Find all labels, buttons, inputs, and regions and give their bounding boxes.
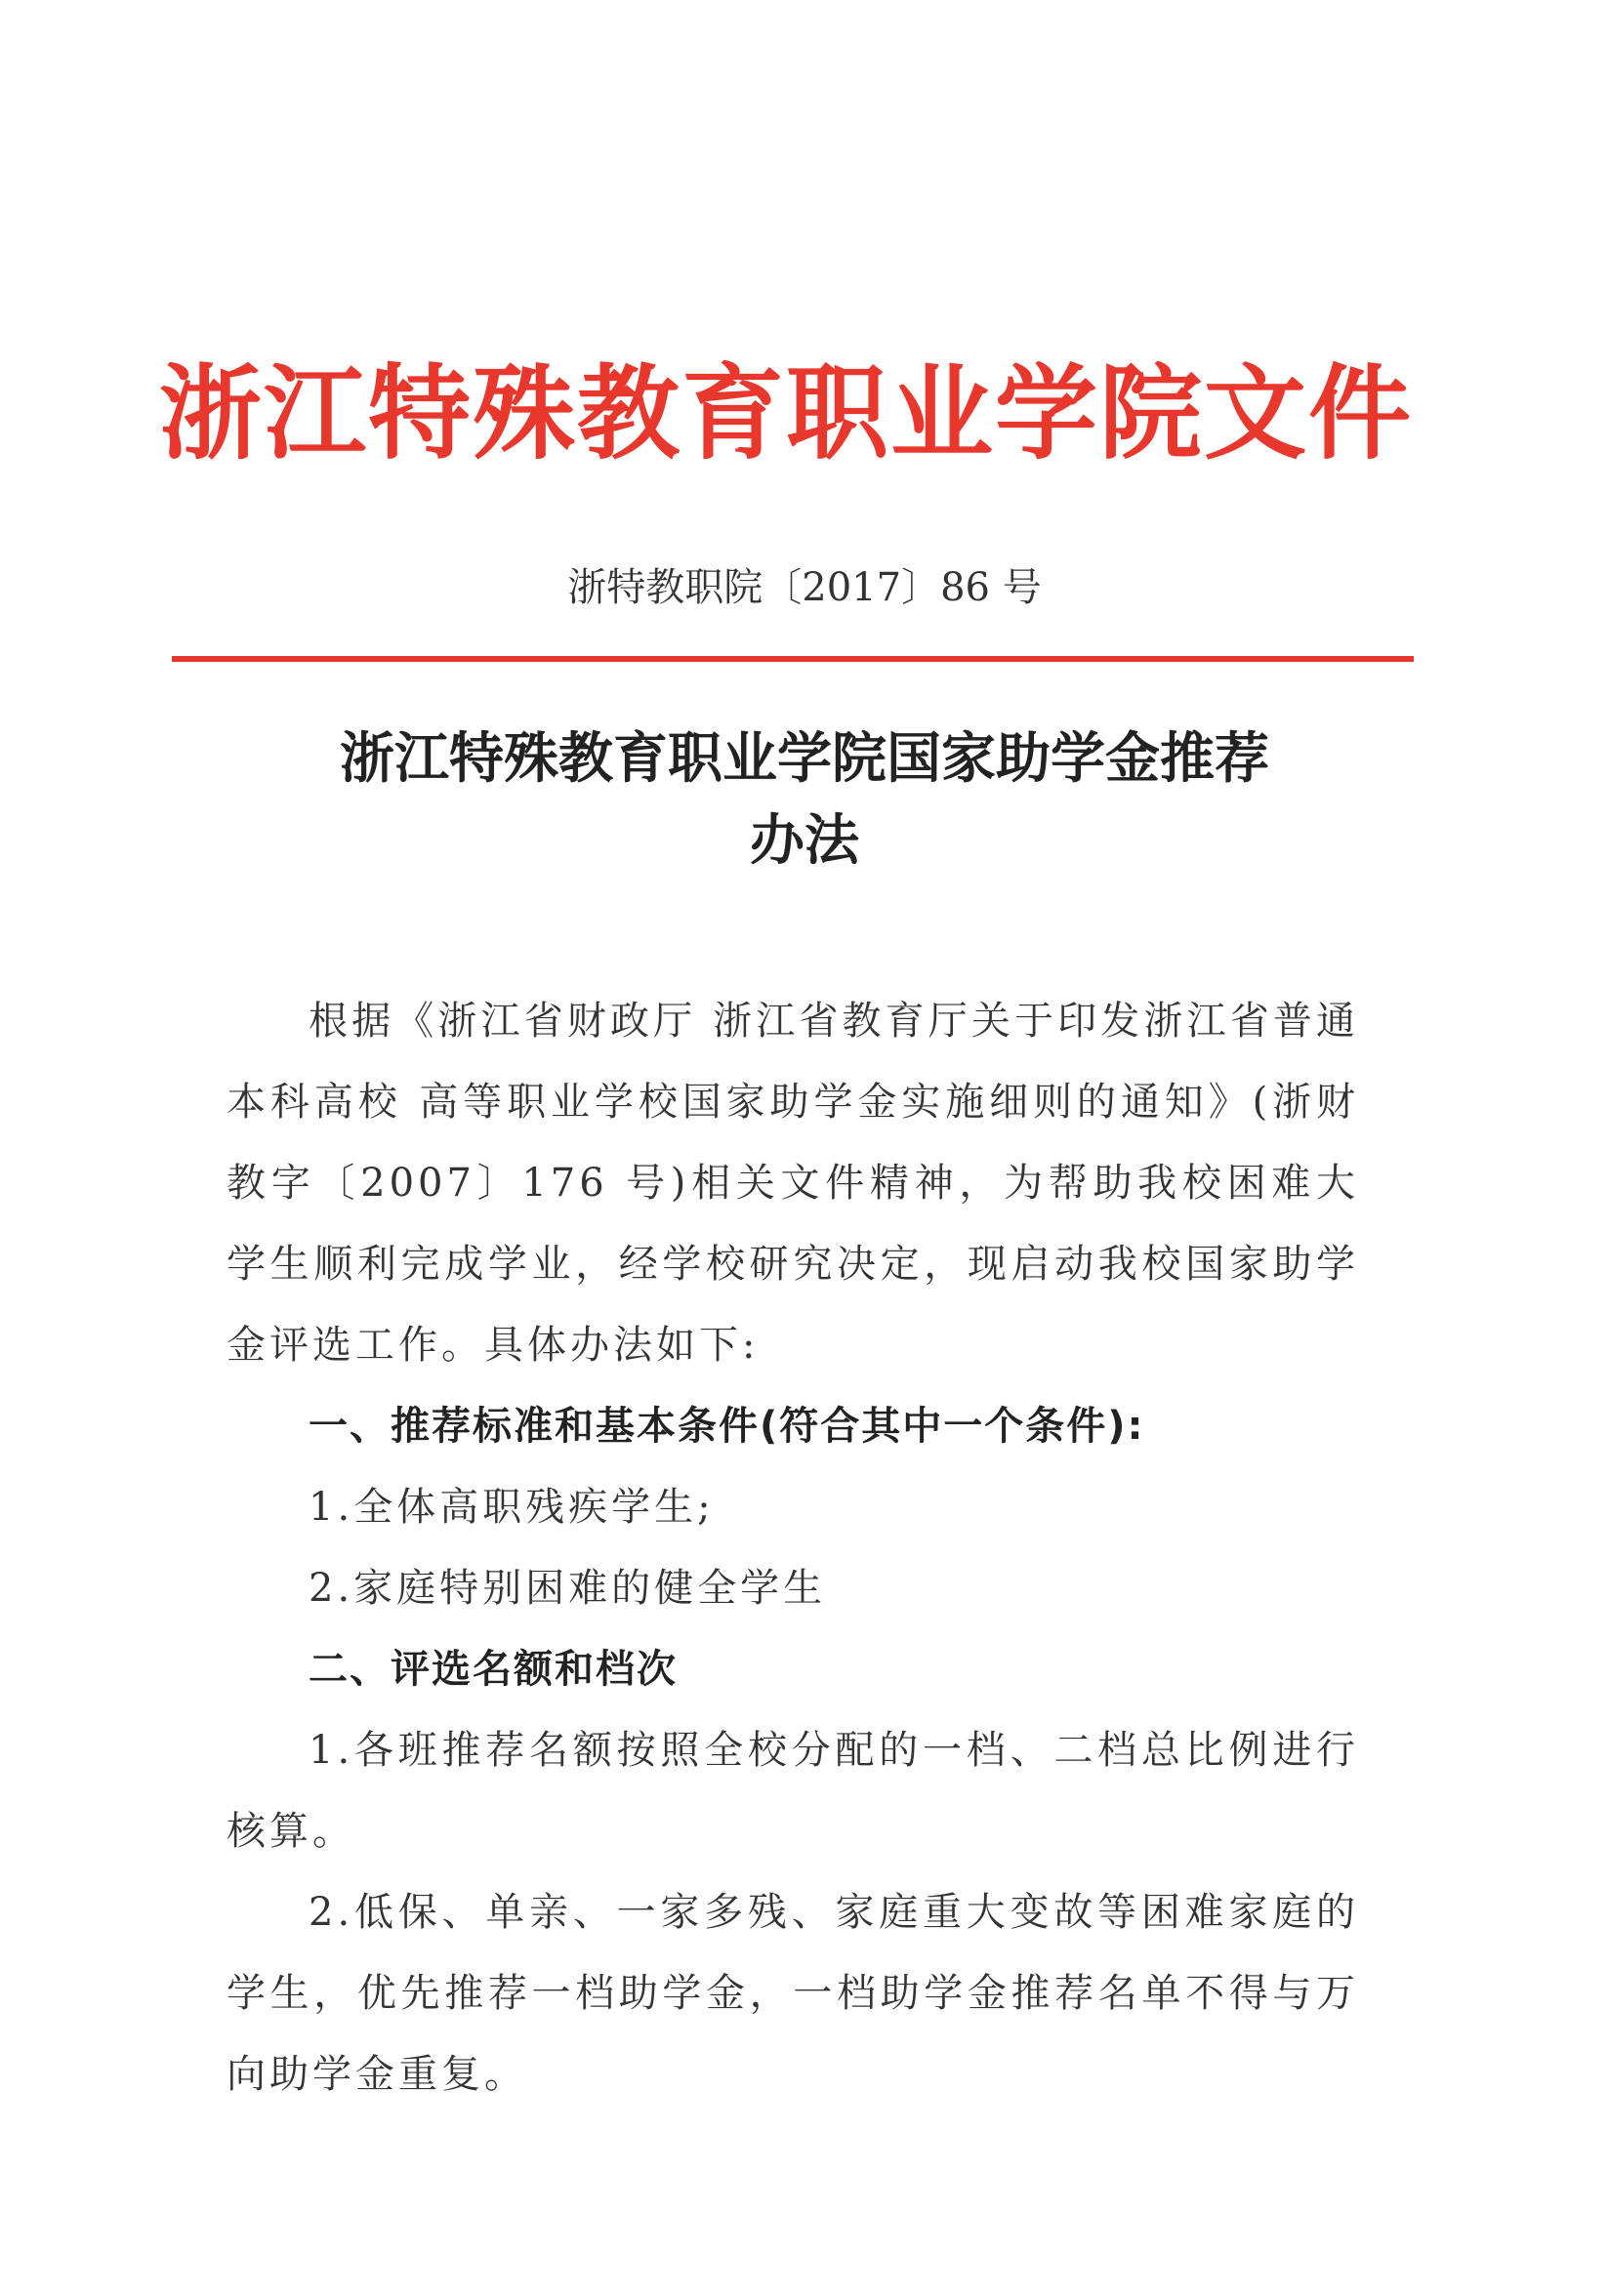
header-divider-line [172, 656, 1414, 662]
document-body [227, 981, 1359, 2115]
document-title-line-1: 浙江特殊教育职业学院国家助学金推荐 [340, 726, 1269, 791]
criteria-item: 1.全体高职残疾学生; [309, 1485, 715, 1530]
section-heading-quota: 二、评选名额和档次 [309, 1647, 678, 1692]
criteria-item: 2.家庭特别困难的健全学生 [309, 1566, 827, 1611]
quota-item: 1.各班推荐名额按照全校分配的一档、二档总比例进行核算。 [227, 1728, 1359, 1854]
document-title-line-2: 办法 [750, 808, 859, 873]
document-number: 浙特教职院〔2017〕86 号 [567, 565, 1042, 610]
section-heading-criteria: 一、推荐标准和基本条件(符合其中一个条件): [309, 1404, 1145, 1449]
intro-paragraph: 根据《浙江省财政厅 浙江省教育厅关于印发浙江省普通本科高校 高等职业学校国家助学金实施细则的通知》(浙财教字〔2007〕176 号)相关文件精神，为帮助我校困难大学生顺利完成学业，经学校研究决定，现启动我校国家助学金评选工作。具体办法如下: [227, 999, 1359, 1368]
document-title [195, 718, 1414, 882]
quota-item: 2.低保、单亲、一家多残、家庭重大变故等困难家庭的学生，优先推荐一档助学金，一档助学金推荐名单不得与万向助学金重复。 [227, 1890, 1359, 2097]
document-header-title: 浙江特殊教育职业学院文件 [159, 353, 1414, 473]
